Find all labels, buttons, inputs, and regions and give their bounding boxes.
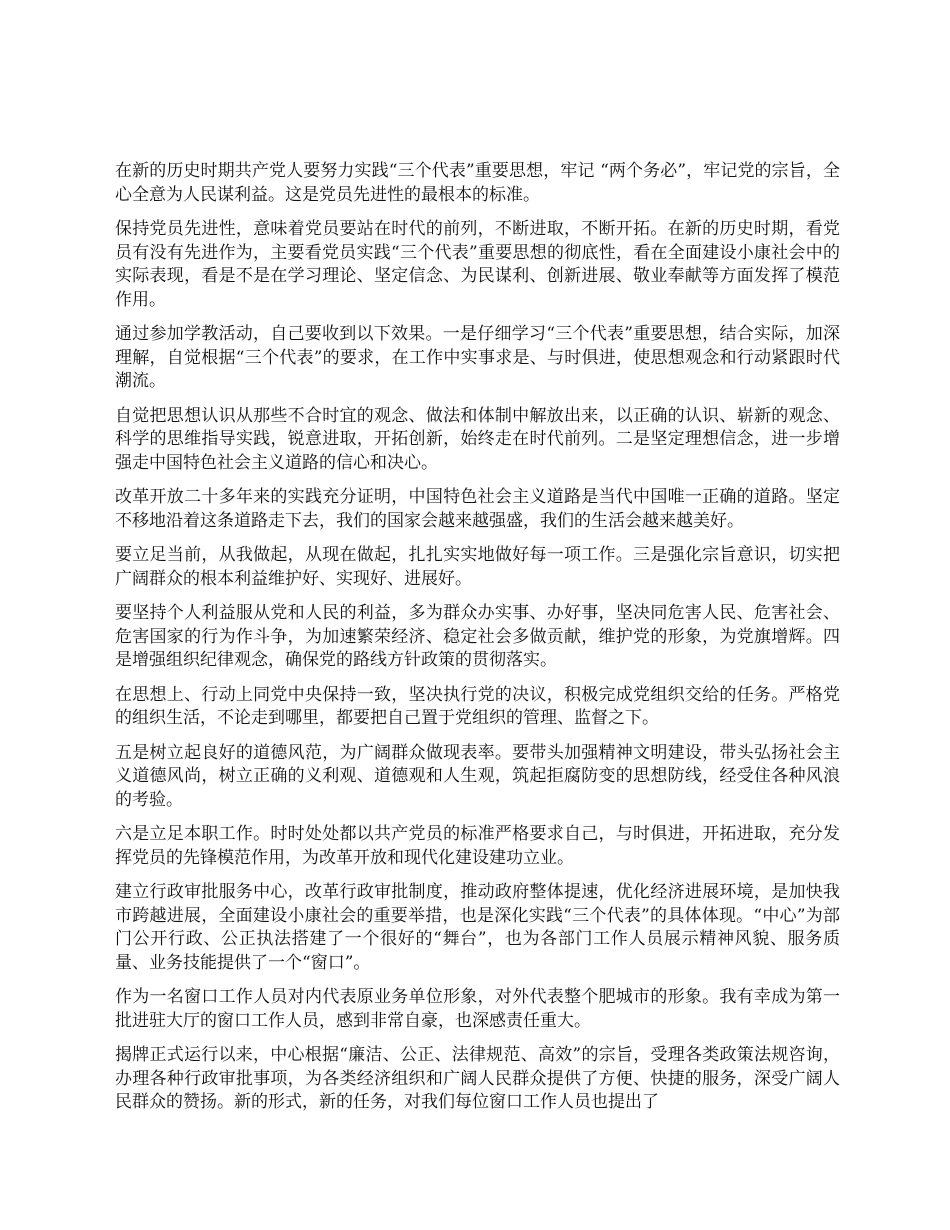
paragraph-11: 建立行政审批服务中心，改革行政审批制度，推动政府整体提速，优化经济进展环境，是加快我市跨越进展，全面建设小康社会的重要举措，也是深化实践“三个代表”的具体体现。“中心”为部门公开行政、公正执法搭建了一个很好的“舞台”，也为各部门工作人员展示精神风貌、服务质量、业务技能提供了一个“窗口”。 — [115, 882, 840, 973]
paragraph-12: 作为一名窗口工作人员对内代表原业务单位形象，对外代表整个肥城市的形象。我有幸成为第一批进驻大厅的窗口工作人员，感到非常自豪，也深感责任重大。 — [115, 987, 840, 1031]
paragraph-3: 通过参加学教活动，自己要收到以下效果。一是仔细学习“三个代表”重要思想，结合实际，加深理解，自觉根据“三个代表”的要求，在工作中实事求是、与时俱进，使思想观念和行动紧跟时代潮流。 — [115, 324, 840, 391]
document-body — [115, 160, 840, 1126]
paragraph-5: 改革开放二十多年来的实践充分证明，中国特色社会主义道路是当代中国唯一正确的道路。坚定不移地沿着这条道路走下去，我们的国家会越来越强盛，我们的生活会越来越美好。 — [115, 487, 840, 531]
paragraph-1: 在新的历史时期共产党人要努力实践“三个代表”重要思想，牢记 “两个务必”，牢记党的宗旨，全心全意为人民谋利益。这是党员先进性的最根本的标准。 — [115, 161, 840, 205]
paragraph-4: 自觉把思想认识从那些不合时宜的观念、做法和体制中解放出来，以正确的认识、崭新的观念、科学的思维指导实践，锐意进取，开拓创新，始终走在时代前列。二是坚定理想信念，进一步增强走中国特色社会主义道路的信心和决心。 — [115, 405, 840, 473]
paragraph-7: 要坚持个人利益服从党和人民的利益，多为群众办实事、办好事，坚决同危害人民、危害社会、危害国家的行为作斗争，为加速繁荣经济、稳定社会多做贡献，维护党的形象，为党旗增辉。四是增强组织纪律观念，确保党的路线方针政策的贯彻落实。 — [115, 603, 840, 670]
paragraph-2: 保持党员先进性，意味着党员要站在时代的前列，不断进取，不断开拓。在新的历史时期，看党员有没有先进作为，主要看党员实践“三个代表”重要思想的彻底性，看在全面建设小康社会中的实际表现，看是不是在学习理论、坚定信念、为民谋利、创新进展、敬业奉献等方面发挥了模范作用。 — [115, 219, 840, 310]
paragraph-9: 五是树立起良好的道德风范，为广阔群众做现表率。要带头加强精神文明建设，带头弘扬社会主义道德风尚，树立正确的义利观、道德观和人生观，筑起拒腐防变的思想防线，经受住各种风浪的考验。 — [115, 742, 840, 810]
paragraph-13: 揭牌正式运行以来，中心根据“廉洁、公正、法律规范、高效”的宗旨，受理各类政策法规咨询，办理各种行政审批事项，为各类经济组织和广阔人民群众提供了方便、快捷的服务，深受广阔人民群众的赞扬。新的形式，新的任务，对我们每位窗口工作人员也提出了 — [115, 1045, 840, 1112]
paragraph-10: 六是立足本职工作。时时处处都以共产党员的标准严格要求自己，与时俱进，开拓进取，充分发挥党员的先锋模范作用，为改革开放和现代化建设建功立业。 — [115, 824, 840, 868]
paragraph-8: 在思想上、行动上同党中央保持一致，坚决执行党的决议，积极完成党组织交给的任务。严格党的组织生活，不论走到哪里，都要把自己置于党组织的管理、监督之下。 — [115, 684, 840, 728]
paragraph-6: 要立足当前，从我做起，从现在做起，扎扎实实地做好每一项工作。三是强化宗旨意识，切实把广阔群众的根本利益维护好、实现好、进展好。 — [115, 545, 840, 589]
